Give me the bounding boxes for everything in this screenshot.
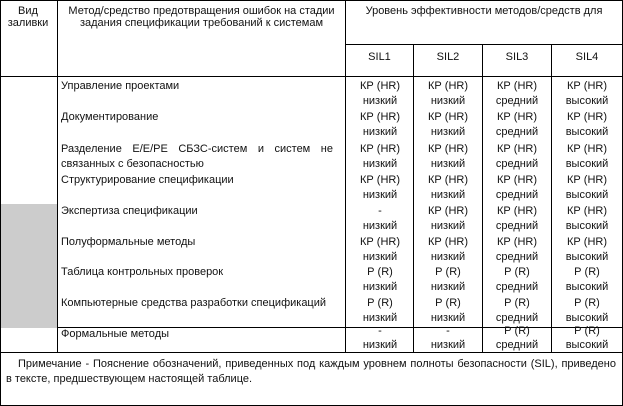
sil1-header: SIL1 [368,51,391,63]
rating-cell: КР (HR) высокий [565,143,609,170]
rating-cell: КР (HR) средний [495,143,539,170]
rating-cell: Р (R) низкий [430,266,466,293]
rating-cell: КР (HR) низкий [427,111,468,138]
rating-cell: Р (R) низкий [362,266,398,293]
rating-cell: КР (HR) низкий [359,174,400,201]
rating-cell: КР (HR) средний [495,236,539,263]
rating-cell: Р (R) низкий [362,297,398,324]
method-header: Метод/средство предотвращения ошибок на стадии задания спецификации требований к системам [68,5,335,29]
rating-cell: КР (HR) средний [495,205,539,232]
rating-cell: - низкий [362,325,398,351]
sil2-header: SIL2 [436,51,460,63]
rating-cell: КР (HR) высокий [565,236,609,263]
rating-cell: КР (HR) низкий [427,174,468,201]
sil4-header: SIL4 [575,51,599,63]
rating-cell: - низкий [430,325,466,351]
rating-cell: КР (HR) высокий [565,174,609,201]
rating-cell: Р (R) высокий [565,297,609,324]
type-header: Вид заливки [7,5,49,29]
method-name: Таблица контрольных проверок [61,266,224,278]
rating-cell: КР (HR) низкий [359,143,400,170]
rating-cell: КР (HR) низкий [427,143,468,170]
rating-cell: Р (R) средний [495,297,539,324]
grid-line [0,76,623,77]
method-name: Экспертиза спецификации [61,205,198,217]
table-note: Примечание - Пояснение обозначений, приведенных под каждым уровнем полноты безопасности (SIL), приведено в тексте, предшествующем настоящей таблице. [6,358,616,385]
method-name: Управление проектами [61,80,180,92]
efficiency-header: Уровень эффективности методов/средств для [365,5,603,17]
grid-line [0,0,1,406]
fill-shade [1,204,57,328]
rating-cell: Р (R) средний [495,266,539,293]
rating-cell: Р (R) высокий [565,266,609,293]
rating-cell: КР (HR) низкий [359,80,400,107]
method-name: Формальные методы [61,328,170,340]
rating-cell: КР (HR) средний [495,111,539,138]
method-name: Полуформальные методы [61,236,196,248]
grid-line [345,44,623,45]
method-name: Разделение E/E/PE СБЗС-систем и систем не связанных с безопасностью [61,143,333,170]
rating-cell: Р (R) средний [495,325,539,351]
grid-line [551,44,552,352]
rating-cell: КР (HR) высокий [565,205,609,232]
grid-line [0,0,623,1]
rating-cell: КР (HR) средний [495,80,539,107]
rating-cell: - низкий [362,205,398,232]
rating-cell: КР (HR) средний [495,174,539,201]
method-name: Структурирование спецификации [61,174,234,186]
rating-cell: КР (HR) низкий [359,111,400,138]
rating-cell: КР (HR) высокий [565,80,609,107]
rating-cell: КР (HR) высокий [565,111,609,138]
method-name: Документирование [61,111,159,123]
rating-cell: КР (HR) низкий [427,80,468,107]
rating-cell: Р (R) низкий [430,297,466,324]
sil3-header: SIL3 [505,51,529,63]
rating-cell: КР (HR) низкий [427,205,468,232]
rating-cell: Р (R) высокий [565,325,609,351]
rating-cell: КР (HR) низкий [427,236,468,263]
grid-line [0,352,623,353]
grid-line [57,0,58,352]
rating-cell: КР (HR) низкий [359,236,400,263]
method-name: Компьютерные средства разработки спецификаций [61,297,327,309]
